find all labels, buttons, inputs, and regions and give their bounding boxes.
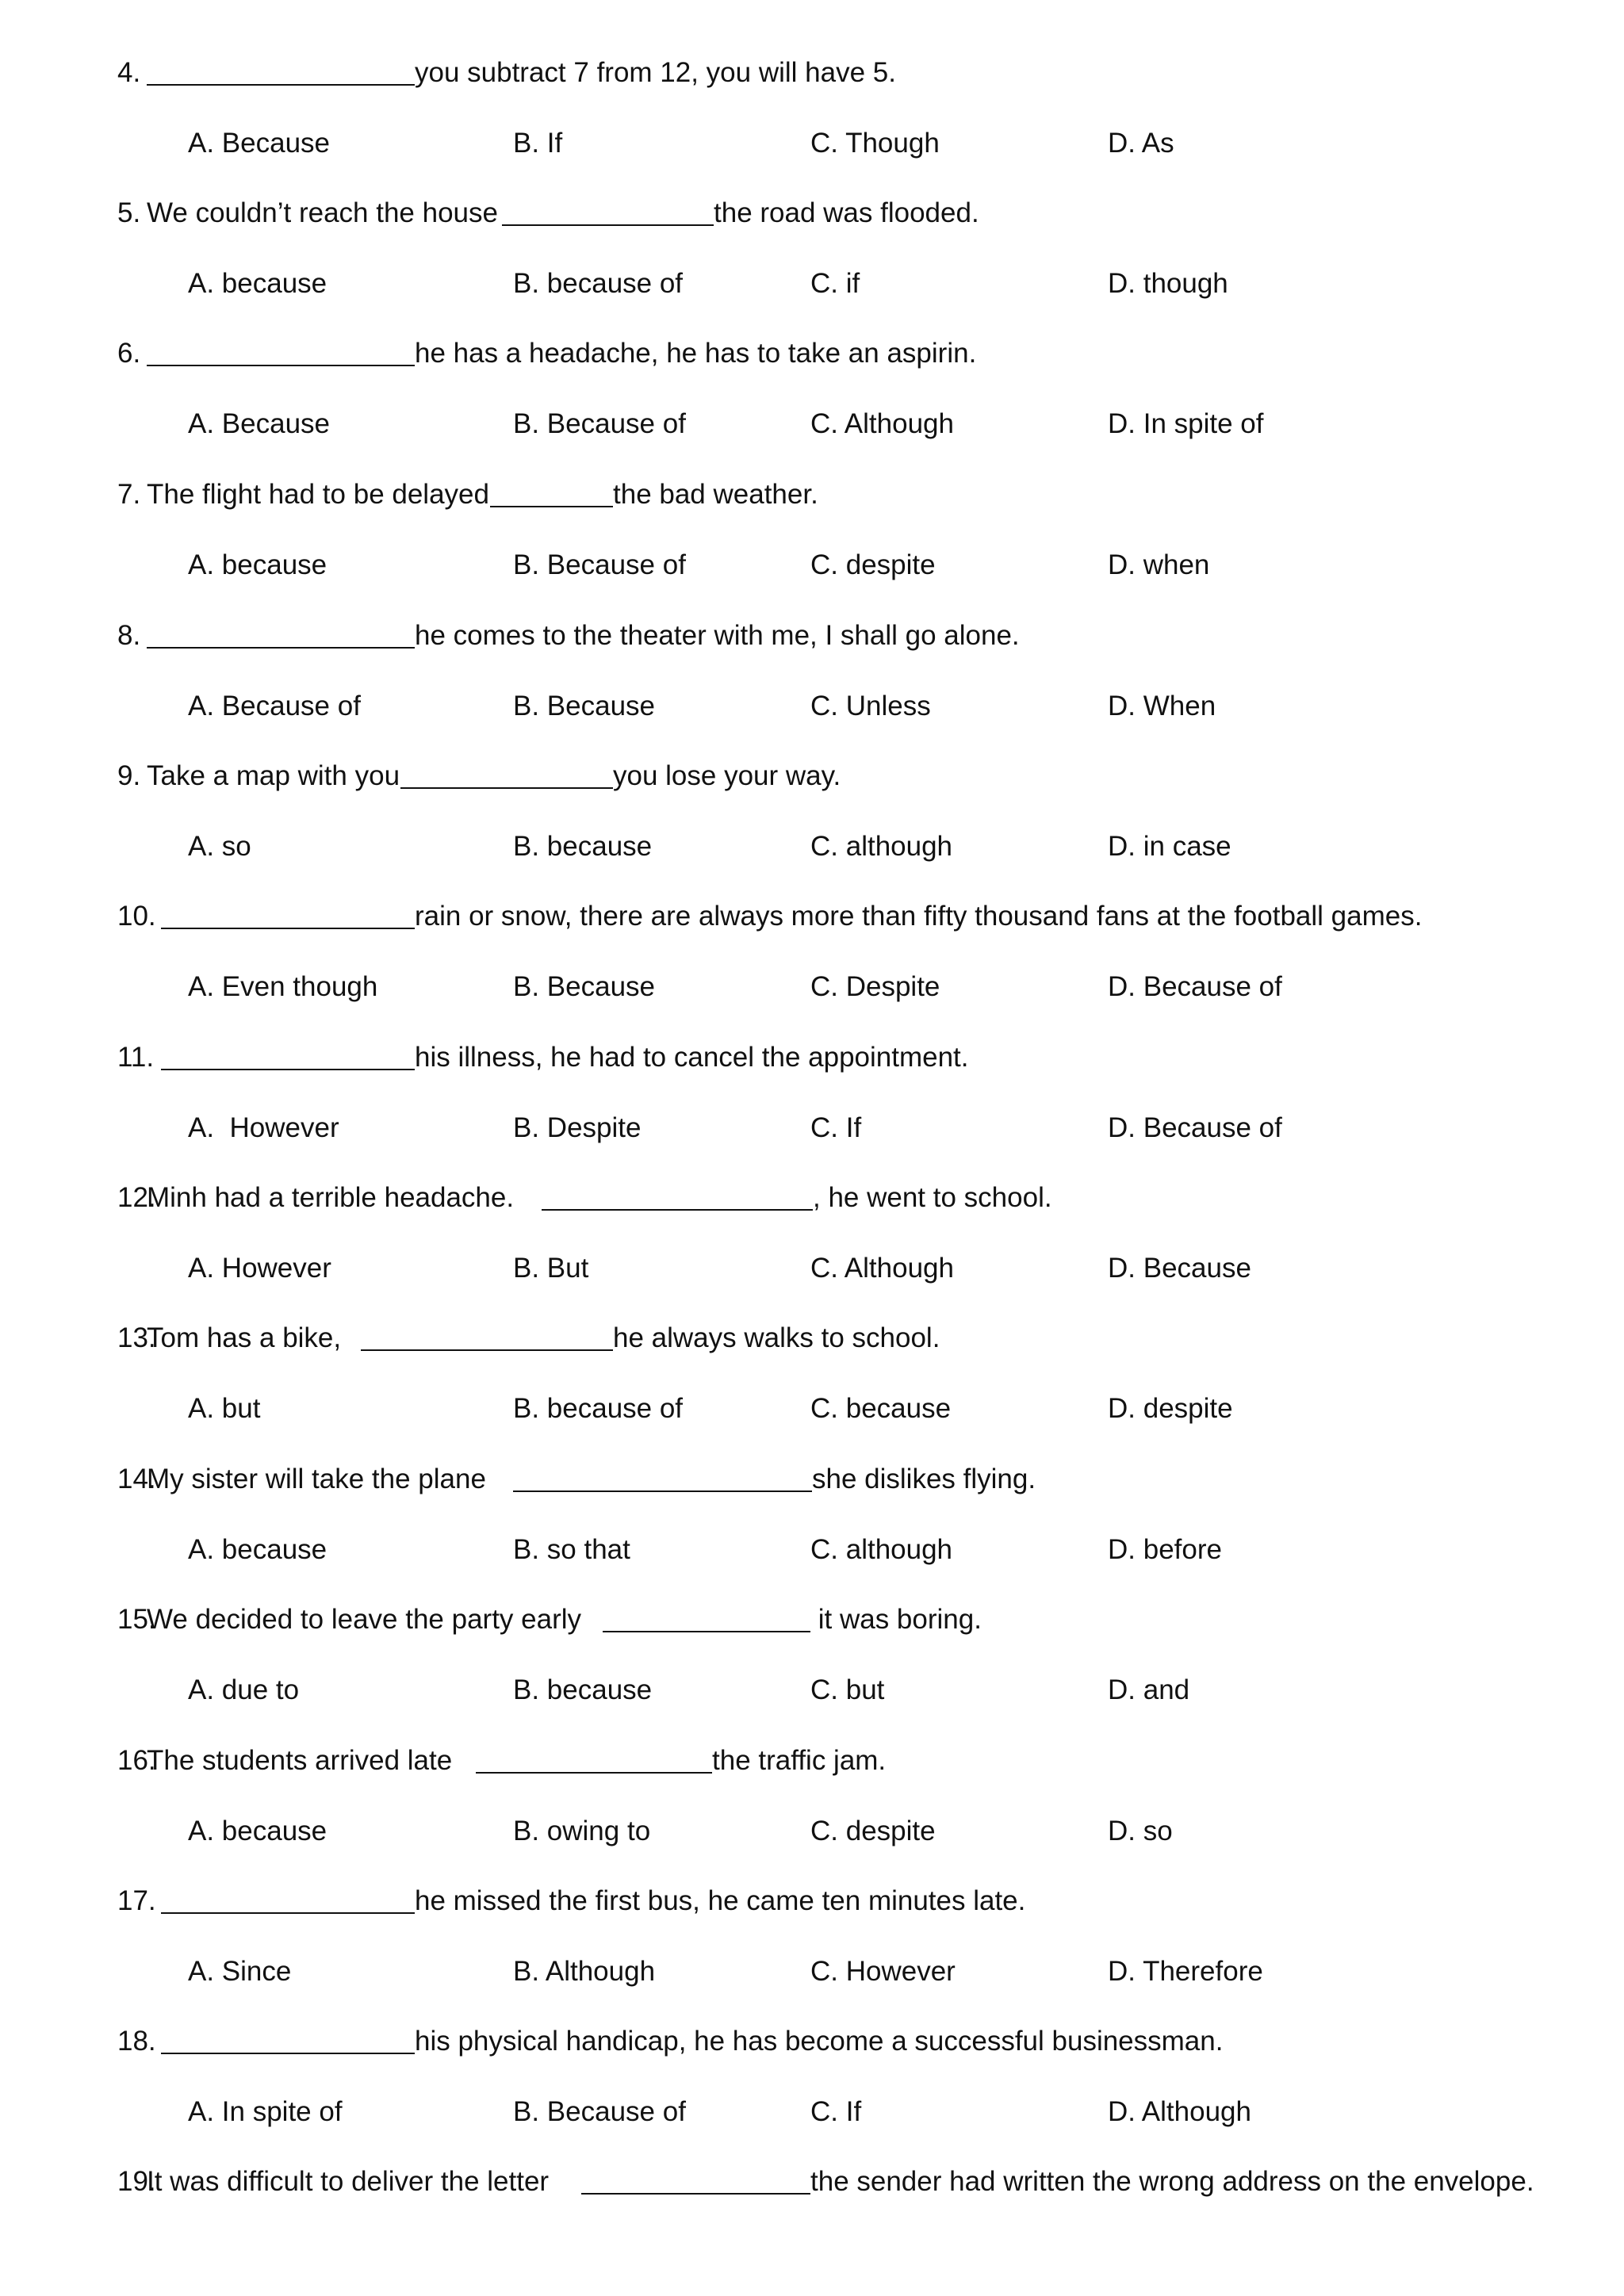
option-c[interactable]: C. If [810, 1112, 862, 1143]
answer-blank[interactable] [581, 2168, 810, 2195]
option-b[interactable]: B. Despite [513, 1112, 642, 1143]
answer-blank[interactable] [161, 902, 415, 929]
option-d[interactable]: D. Because of [1108, 971, 1282, 1002]
question-text-before-blank: We couldn’t reach the house [147, 197, 498, 228]
question-text-after-blank: the sender had written the wrong address on the envelope. [810, 2166, 1534, 2197]
question-text-after-blank: the road was flooded. [714, 197, 979, 228]
question-text-after-blank: you lose your way. [613, 760, 841, 791]
option-b[interactable]: B. because of [513, 268, 684, 299]
option-d[interactable]: D. In spite of [1108, 408, 1264, 439]
answer-blank[interactable] [400, 762, 613, 789]
question-number: 13. [117, 1322, 156, 1353]
option-a[interactable]: A. because [188, 1534, 327, 1565]
option-a[interactable]: A. Because [188, 408, 330, 439]
question-number: 10. [117, 901, 156, 932]
option-d[interactable]: D. in case [1108, 831, 1231, 862]
option-a[interactable]: A. because [188, 268, 327, 299]
option-b[interactable]: B. Because [513, 971, 655, 1002]
option-d[interactable]: D. before [1108, 1534, 1222, 1565]
question-text-after-blank: the traffic jam. [712, 1745, 887, 1776]
option-b[interactable]: B. because [513, 831, 653, 862]
option-d[interactable]: D. When [1108, 691, 1216, 721]
question-text-after-blank: , he went to school. [813, 1182, 1052, 1213]
answer-blank[interactable] [361, 1324, 613, 1351]
option-d[interactable]: D. As [1108, 128, 1174, 159]
option-d[interactable]: D. Because of [1108, 1112, 1282, 1143]
option-d[interactable]: D. Therefore [1108, 1956, 1263, 1987]
option-c[interactable]: C. because [810, 1393, 952, 1424]
option-a[interactable]: A. Since [188, 1956, 292, 1987]
option-d[interactable]: D. despite [1108, 1393, 1233, 1424]
option-b[interactable]: B. Because [513, 691, 655, 721]
option-a[interactable]: A. due to [188, 1674, 300, 1705]
option-c[interactable]: C. although [810, 831, 953, 862]
answer-blank[interactable] [147, 339, 415, 366]
answer-blank[interactable] [147, 622, 415, 649]
option-d[interactable]: D. so [1108, 1816, 1173, 1846]
option-b[interactable]: B. owing to [513, 1816, 651, 1846]
option-c[interactable]: C. if [810, 268, 860, 299]
option-b[interactable]: B. If [513, 128, 563, 159]
option-d[interactable]: D. Although [1108, 2096, 1251, 2127]
question-text-before-blank: Take a map with you [147, 760, 400, 791]
option-a[interactable]: A. However [188, 1253, 331, 1284]
option-c[interactable]: C. Though [810, 128, 940, 159]
question-number: 12. [117, 1182, 156, 1213]
option-a[interactable]: A. Because of [188, 691, 361, 721]
question-text-after-blank: he has a headache, he has to take an aspirin. [415, 338, 977, 369]
option-b[interactable]: B. Because of [513, 408, 686, 439]
option-c[interactable]: C. Although [810, 1253, 954, 1284]
option-c[interactable]: C. If [810, 2096, 862, 2127]
answer-blank[interactable] [147, 59, 415, 86]
question-text-before-blank: The students arrived late [147, 1745, 460, 1776]
answer-blank[interactable] [476, 1747, 712, 1774]
question-number: 5. [117, 197, 141, 228]
option-a[interactable]: A. Even though [188, 971, 378, 1002]
option-b[interactable]: B. so that [513, 1534, 630, 1565]
answer-blank[interactable] [161, 1887, 415, 1914]
question-text-after-blank: rain or snow, there are always more than fifty thousand fans at the football games. [415, 901, 1423, 932]
option-c[interactable]: C. Unless [810, 691, 931, 721]
option-b[interactable]: B. because [513, 1674, 653, 1705]
question-text-before-blank: The flight had to be delayed [147, 479, 489, 510]
answer-blank[interactable] [513, 1465, 812, 1492]
question-text-after-blank: he comes to the theater with me, I shall go alone. [415, 620, 1020, 651]
question-text-after-blank: you subtract 7 from 12, you will have 5. [415, 57, 896, 88]
option-b[interactable]: B. because of [513, 1393, 684, 1424]
option-c[interactable]: C. Although [810, 408, 954, 439]
option-b[interactable]: B. But [513, 1253, 589, 1284]
answer-blank[interactable] [161, 1043, 415, 1070]
answer-blank[interactable] [502, 199, 714, 226]
option-c[interactable]: C. However [810, 1956, 956, 1987]
option-d[interactable]: D. when [1108, 549, 1210, 580]
question-text-after-blank: he always walks to school. [613, 1322, 940, 1353]
question-text-before-blank: Minh had a terrible headache. [147, 1182, 522, 1213]
question-text-before-blank: Tom has a bike, [147, 1322, 349, 1353]
option-c[interactable]: C. although [810, 1534, 953, 1565]
question-number: 4. [117, 57, 141, 88]
question-number: 19. [117, 2166, 156, 2197]
question-text-after-blank: the bad weather. [613, 479, 818, 510]
question-number: 6. [117, 338, 141, 369]
question-text-after-blank: she dislikes flying. [812, 1464, 1036, 1494]
answer-blank[interactable] [603, 1605, 810, 1632]
question-text-after-blank: it was boring. [810, 1604, 982, 1635]
question-number: 8. [117, 620, 141, 651]
question-number: 17. [117, 1885, 156, 1916]
question-text-after-blank: he missed the first bus, he came ten minutes late. [415, 1885, 1026, 1916]
option-c[interactable]: C. despite [810, 549, 936, 580]
option-d[interactable]: D. though [1108, 268, 1228, 299]
question-text-before-blank: My sister will take the plane [147, 1464, 494, 1494]
option-a[interactable]: A. Because [188, 128, 330, 159]
option-a[interactable]: A. However [188, 1112, 339, 1143]
option-c[interactable]: C. despite [810, 1816, 936, 1846]
option-d[interactable]: D. Because [1108, 1253, 1251, 1284]
question-text-after-blank: his illness, he had to cancel the appointment. [415, 1042, 969, 1073]
option-a[interactable]: A. because [188, 549, 327, 580]
question-number: 16. [117, 1745, 156, 1776]
option-c[interactable]: C. Despite [810, 971, 940, 1002]
option-a[interactable]: A. so [188, 831, 251, 862]
answer-blank[interactable] [161, 2027, 415, 2054]
option-c[interactable]: C. but [810, 1674, 885, 1705]
answer-blank[interactable] [542, 1184, 813, 1211]
answer-blank[interactable] [490, 480, 613, 507]
option-a[interactable]: A. because [188, 1816, 327, 1846]
question-number: 15. [117, 1604, 156, 1635]
option-d[interactable]: D. and [1108, 1674, 1190, 1705]
question-text-before-blank: We decided to leave the party early [147, 1604, 582, 1635]
option-b[interactable]: B. Because of [513, 2096, 686, 2127]
option-a[interactable]: A. but [188, 1393, 261, 1424]
question-text-after-blank: his physical handicap, he has become a successful businessman. [415, 2026, 1224, 2057]
question-number: 11. [117, 1042, 155, 1073]
option-b[interactable]: B. Although [513, 1956, 656, 1987]
question-number: 7. [117, 479, 141, 510]
option-b[interactable]: B. Because of [513, 549, 686, 580]
question-number: 9. [117, 760, 141, 791]
question-number: 14. [117, 1464, 156, 1494]
question-text-before-blank: It was difficult to deliver the letter [147, 2166, 550, 2197]
option-a[interactable]: A. In spite of [188, 2096, 343, 2127]
question-number: 18. [117, 2026, 156, 2057]
